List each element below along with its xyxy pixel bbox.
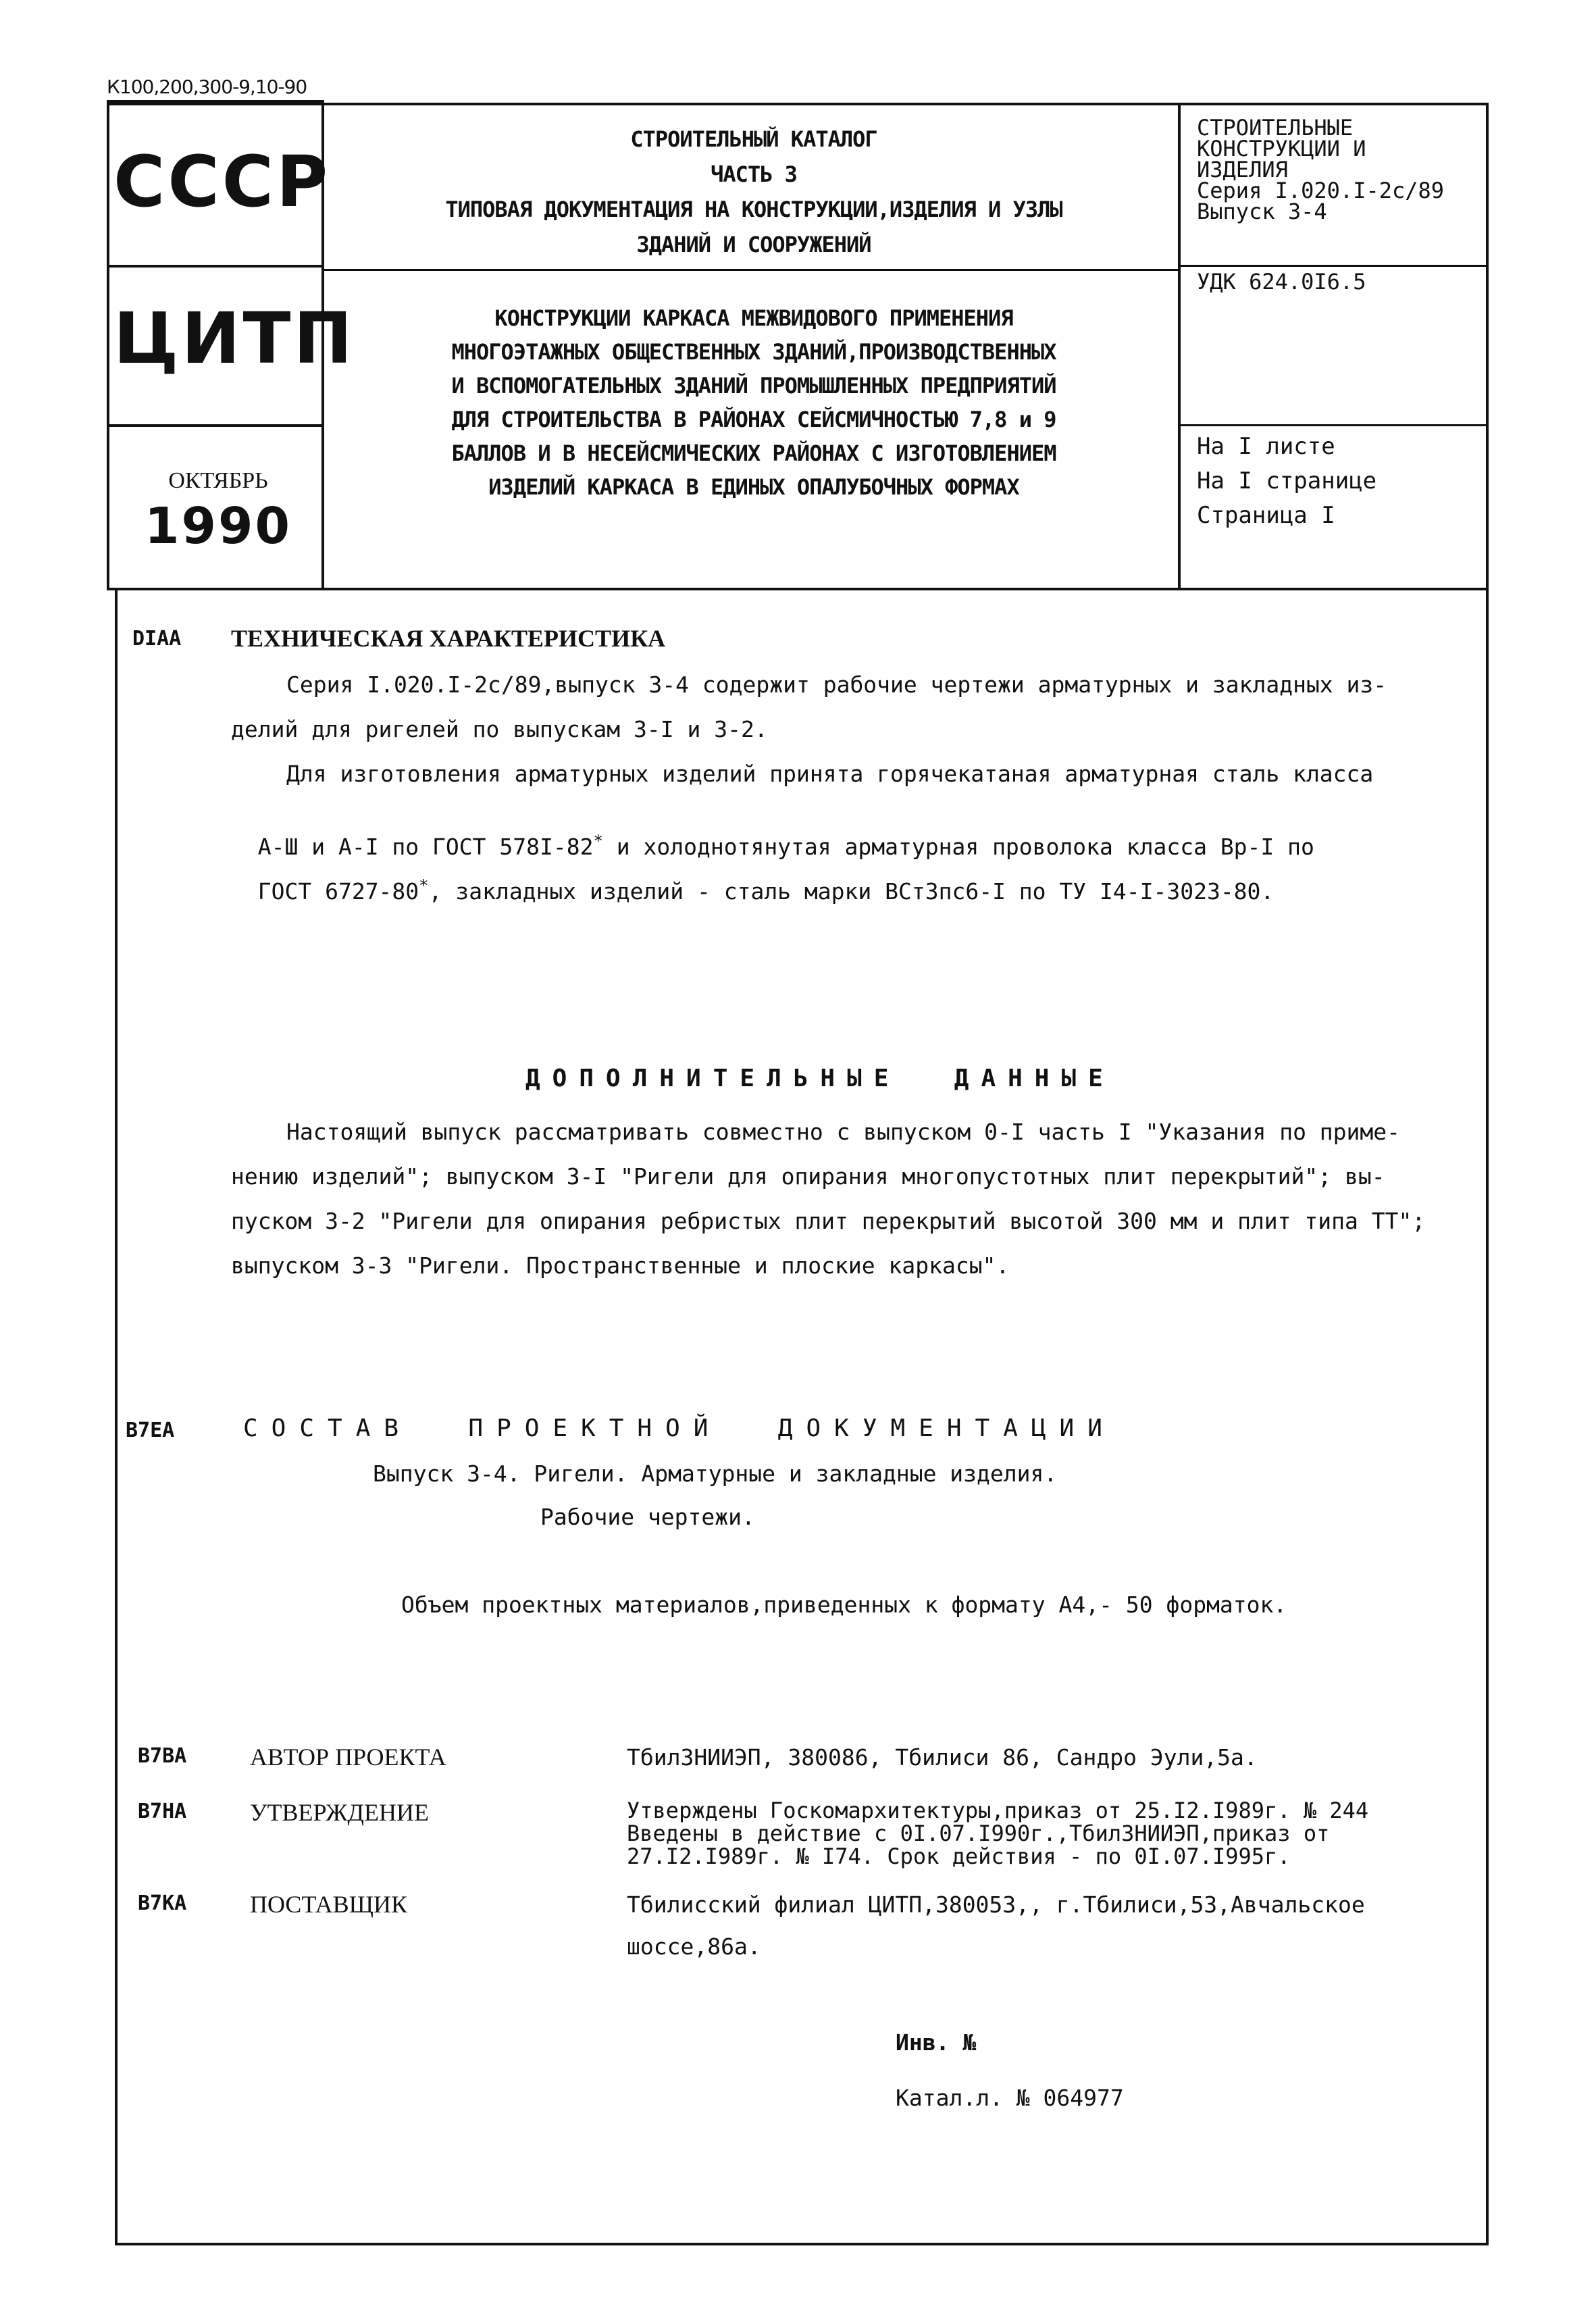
entry-line: ТбилЗНИИЭП, 380086, Тбилиси 86, Сандро Эули,5а. [627,1744,1258,1771]
tech-segment: А-Ш и А-I по ГОСТ 578I-82 [257,834,594,860]
catalog-title-line: СТРОИТЕЛЬНЫЙ КАТАЛОГ [630,126,877,152]
sheet-line: На I странице [1197,467,1377,494]
entry-line: 27.I2.I989г. № I74. Срок действия - по 0I.07.I995г. [627,1844,1291,1869]
document-title-line: ИЗДЕЛИЙ КАРКАСА В ЕДИНЫХ ОПАЛУБОЧНЫХ ФОРМАХ [488,474,1019,500]
section-line: СТРОИТЕЛЬНЫЕ [1197,115,1354,141]
frame-bottom [115,2243,1489,2245]
document-title-line: БАЛЛОВ И В НЕСЕЙСМИЧЕСКИХ РАЙОНАХ С ИЗГОТОВЛЕНИЕМ [451,440,1056,466]
sheet-line: На I листе [1197,433,1335,460]
catalog-title-line: ЧАСТЬ 3 [711,161,797,187]
document-title-line: МНОГОЭТАЖНЫХ ОБЩЕСТВЕННЫХ ЗДАНИЙ,ПРОИЗВОДСТВЕННЫХ [451,339,1056,365]
entry-code: В7КА [138,1891,187,1915]
left-box-rule-2 [107,424,324,427]
inventory-number: Инв. № [896,2029,977,2056]
entry-label: УТВЕРЖДЕНИЕ [250,1799,430,1826]
issue-month: ОКТЯБРЬ [168,468,268,493]
center-rule [324,269,1178,271]
sheet-line: Страница I [1197,502,1335,529]
catalog-title-line: ЗДАНИЙ И СООРУЖЕНИЙ [636,232,871,257]
sheet-info [1197,430,1494,533]
udk-code: УДК 624.0I6.5 [1197,269,1366,295]
tech-segment: , закладных изделий - сталь марки ВСт3пс6-I по ТУ I4-I-3023-80. [428,878,1275,905]
tech-line: Для изготовления арматурных изделий принята горячекатаная арматурная сталь класса [286,761,1374,787]
section-line: Выпуск 3-4 [1197,199,1327,224]
composition-code: В7ЕА [126,1419,175,1442]
org-country: СССР [113,141,331,223]
section-line: ИЗДЕЛИЯ [1197,157,1288,182]
catalog-title-line: ТИПОВАЯ ДОКУМЕНТАЦИЯ НА КОНСТРУКЦИИ,ИЗДЕЛИЯ И УЗЛЫ [445,197,1062,222]
document-title-line: ДЛЯ СТРОИТЕЛЬСТВА В РАЙОНАХ СЕЙСМИЧНОСТЬЮ 7,8 и 9 [451,407,1056,432]
document-title-line: КОНСТРУКЦИИ КАРКАСА МЕЖВИДОВОГО ПРИМЕНЕНИЯ [494,305,1013,331]
entry-line: шоссе,86а. [627,1933,761,1960]
entry-code: В7ВА [138,1744,187,1768]
tech-code: DIAA [132,627,182,651]
tech-superscript: * [419,876,429,895]
issue-year: 1990 [145,497,292,555]
header-bottom [107,588,1489,590]
tech-line: делий для ригелей по выпускам 3-I и 3-2. [231,716,768,742]
entry-line: Тбилисский филиал ЦИТП,380053,, г.Тбилиси,53,Авчальское [627,1891,1365,1918]
section-info [1197,115,1494,224]
additional-line: выпуском 3-3 "Ригели. Пространственные и плоские каркасы". [231,1252,1010,1279]
composition-heading: СОСТАВ ПРОЕКТНОЙ ДОКУМЕНТАЦИИ [243,1415,1116,1442]
tech-line-with-sup [231,850,1274,905]
right-rule-2 [1181,424,1489,426]
additional-line: пуском 3-2 "Ригели для опирания ребристых плит перекрытий высотой 300 мм и плит типа ТТ"; [231,1208,1426,1234]
entry-label: ПОСТАВЩИК [250,1891,407,1918]
composition-volume: Объем проектных материалов,приведенных к формату А4,- 50 форматок. [401,1592,1287,1618]
org-name: ЦИТП [113,297,355,380]
additional-line: Настоящий выпуск рассматривать совместно с выпуском 0-I часть I "Указания по приме- [286,1119,1401,1145]
right-rule-1 [1181,265,1489,267]
frame-left-lower [115,590,118,2245]
entry-code: В7НА [138,1800,187,1823]
tech-segment: и холоднотянутая арматурная проволока класса Вр-I по [602,834,1314,860]
section-line: Серия I.020.I-2с/89 [1197,178,1445,203]
entry-line: Утверждены Госкомархитектуры,приказ от 25.I2.I989г. № 244 [627,1798,1369,1823]
frame-left [107,103,109,590]
entry-line: Введены в действие с 0I.07.I990г.,ТбилЗНИИЭП,приказ от [627,1821,1330,1846]
entry-label: АВТОР ПРОЕКТА [250,1744,446,1771]
catalog-title [328,122,1179,262]
composition-line: Рабочие чертежи. [540,1504,755,1530]
composition-line: Выпуск 3-4. Ригели. Арматурные и закладные изделия. [373,1460,1058,1487]
additional-heading: ДОПОЛНИТЕЛЬНЫЕ ДАННЫЕ [525,1065,1115,1092]
catalog-code: К100,200,300-9,10-90 [107,76,307,98]
frame-top [107,103,1489,105]
tech-segment: ГОСТ 6727-80 [257,878,419,905]
left-box-rule-1 [107,265,324,268]
document-title [328,301,1179,504]
document-title-line: И ВСПОМОГАТЕЛЬНЫХ ЗДАНИЙ ПРОМЫШЛЕННЫХ ПРЕДПРИЯТИЙ [451,373,1056,399]
tech-superscript: * [593,832,603,850]
section-line: КОНСТРУКЦИИ И [1197,136,1366,161]
tech-line: Серия I.020.I-2с/89,выпуск 3-4 содержит рабочие чертежи арматурных и закладных из- [286,671,1387,698]
catalog-sheet-number: Катал.л. № 064977 [896,2085,1124,2111]
tech-heading: ТЕХНИЧЕСКАЯ ХАРАКТЕРИСТИКА [231,625,666,652]
additional-line: нению изделий"; выпуском 3-I "Ригели для опирания многопустотных плит перекрытий"; вы- [231,1163,1385,1190]
